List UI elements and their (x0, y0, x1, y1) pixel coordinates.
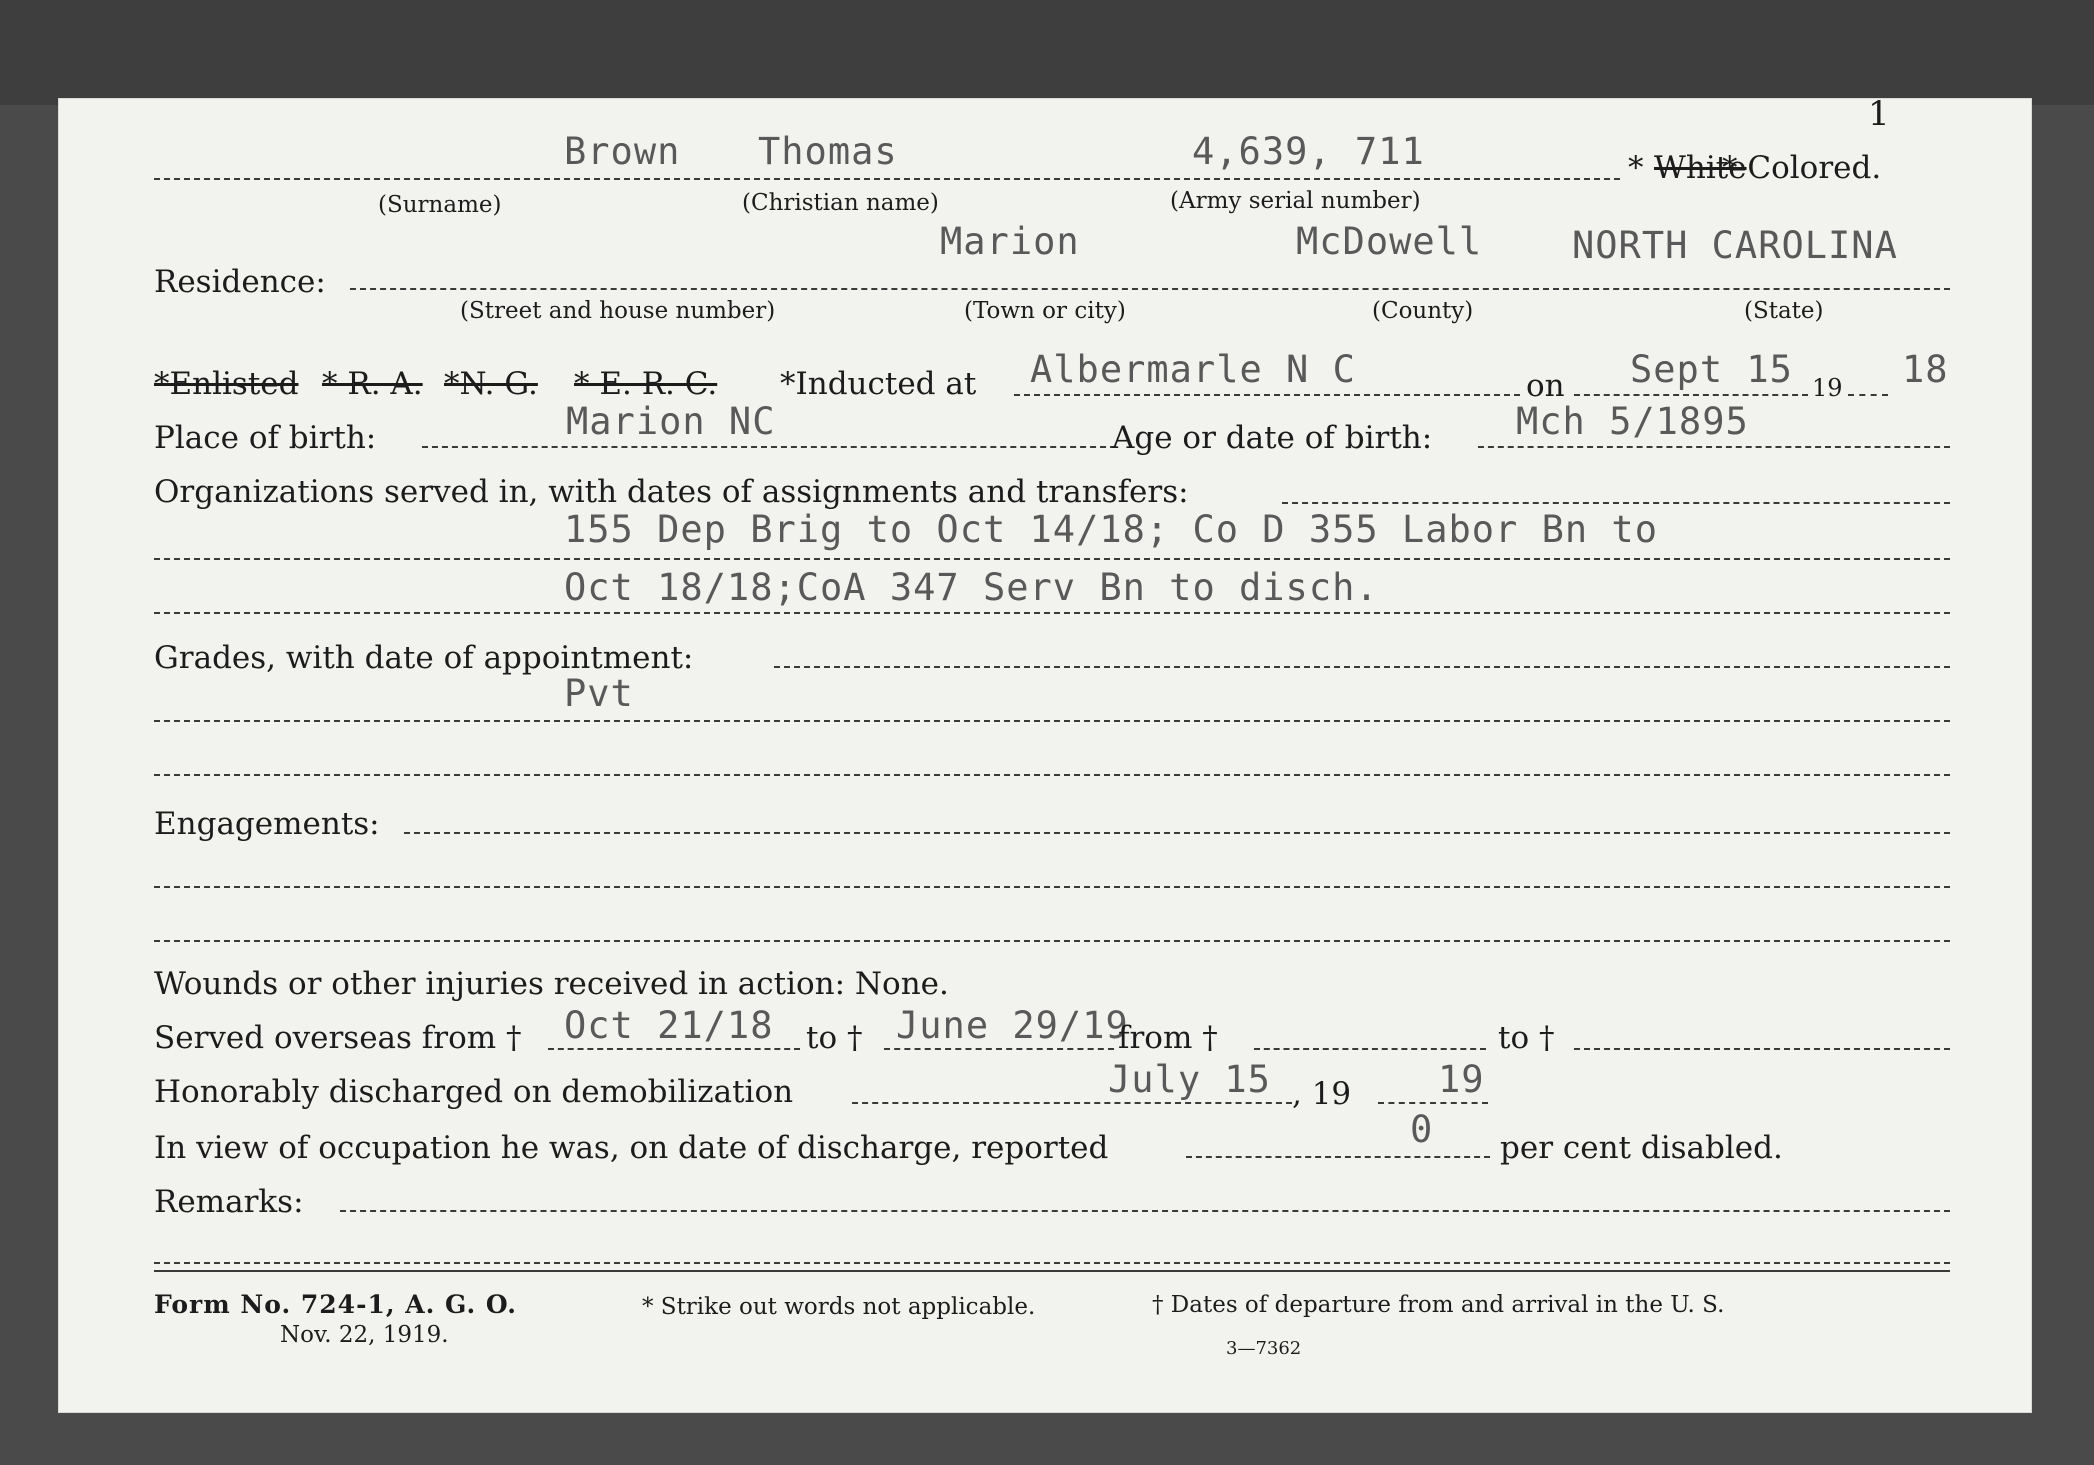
name-line (154, 178, 1620, 180)
engagements-line-2 (154, 940, 1950, 942)
induction-year-line (1848, 394, 1888, 396)
scan-background (0, 0, 2094, 105)
dates-note: † Dates of departure from and arrival in the U. S. (1152, 1292, 1725, 1318)
discharge-year-prefix: , 19 (1292, 1076, 1352, 1112)
grades-value: Pvt (564, 672, 634, 715)
birth-date-label: Age or date of birth: (1112, 420, 1433, 456)
engagements-line-0 (404, 832, 1950, 834)
organizations-label: Organizations served in, with dates of assignments and transfers: (154, 474, 1189, 510)
grades-line-1 (154, 720, 1950, 722)
form-date: Nov. 22, 1919. (280, 1322, 449, 1348)
disability-line (1186, 1156, 1490, 1158)
residence-label: Residence: (154, 264, 326, 300)
overseas-from-value: Oct 21/18 (564, 1004, 774, 1047)
induction-date-line (1574, 394, 1808, 396)
page-number: 1 (1868, 94, 1890, 134)
overseas-to-line (884, 1048, 1114, 1050)
discharge-label: Honorably discharged on demobilization (154, 1074, 794, 1110)
birth-place-line (422, 446, 1116, 448)
ra-struck: * R. A. (322, 366, 423, 402)
disability-suffix: per cent disabled. (1500, 1130, 1783, 1166)
discharge-year-line (1378, 1102, 1488, 1104)
inducted-at-label: *Inducted at (780, 366, 977, 402)
induction-year-prefix: 19 (1812, 374, 1843, 402)
overseas-from-line (548, 1048, 800, 1050)
town-caption: (Town or city) (964, 298, 1126, 324)
grades-line-0 (774, 666, 1950, 668)
footer-rule (154, 1270, 1950, 1272)
race-white-struck: White (1654, 150, 1747, 186)
overseas-from2-line (1254, 1048, 1486, 1050)
race-mark: * (1628, 150, 1644, 186)
overseas-to-label: to † (806, 1020, 863, 1056)
county-caption: (County) (1372, 298, 1474, 324)
residence-line (350, 288, 1950, 290)
street-caption: (Street and house number) (460, 298, 776, 324)
remarks-line-1 (154, 1262, 1950, 1264)
organizations-line-0 (1282, 502, 1950, 504)
surname-caption: (Surname) (378, 192, 502, 218)
race-colored: * Colored. (1722, 150, 1882, 186)
birth-place-value: Marion NC (566, 400, 776, 443)
overseas-to2-line (1574, 1048, 1950, 1050)
serial-number-caption: (Army serial number) (1170, 188, 1421, 214)
overseas-from-label: Served overseas from † (154, 1020, 522, 1056)
wounds-label: Wounds or other injuries received in action: None. (154, 966, 949, 1002)
service-record-card (58, 94, 2032, 1413)
overseas-to-value: June 29/19 (896, 1004, 1129, 1047)
induction-place-line (1014, 394, 1520, 396)
organizations-line-2 (154, 612, 1950, 614)
strike-note: * Strike out words not applicable. (642, 1294, 1036, 1320)
erc-struck: * E. R. C. (574, 366, 718, 402)
residence-town-value: Marion (940, 220, 1080, 263)
remarks-label: Remarks: (154, 1184, 304, 1220)
birth-place-label: Place of birth: (154, 420, 377, 456)
serial-number-value: 4,639, 711 (1192, 130, 1425, 173)
discharge-year-value: 19 (1438, 1058, 1485, 1101)
residence-county-value: McDowell (1296, 220, 1483, 263)
state-caption: (State) (1744, 298, 1824, 324)
organizations-line1-value: 155 Dep Brig to Oct 14/18; Co D 355 Labor Bn to (564, 508, 1658, 551)
discharge-date-line (852, 1102, 1292, 1104)
remarks-line-0 (340, 1210, 1950, 1212)
induction-place-value: Albermarle N C (1030, 348, 1356, 391)
birth-date-line (1478, 446, 1950, 448)
ng-struck: *N. G. (444, 366, 538, 402)
birth-date-value: Mch 5/1895 (1516, 400, 1749, 443)
print-code: 3—7362 (1226, 1338, 1302, 1359)
form-number: Form No. 724-1, A. G. O. (154, 1290, 517, 1319)
surname-value: Brown (564, 130, 681, 173)
christian-name-value: Thomas (758, 130, 898, 173)
organizations-line-1 (154, 558, 1950, 560)
overseas-to2-label: to † (1498, 1020, 1555, 1056)
on-label: on (1526, 368, 1565, 404)
induction-date-value: Sept 15 (1630, 348, 1793, 391)
grades-line-2 (154, 774, 1950, 776)
engagements-label: Engagements: (154, 806, 380, 842)
engagements-line-1 (154, 886, 1950, 888)
enlisted-struck: *Enlisted (154, 366, 299, 402)
disability-label: In view of occupation he was, on date of discharge, reported (154, 1130, 1109, 1166)
induction-year-value: 18 (1902, 348, 1949, 391)
christian-name-caption: (Christian name) (742, 190, 939, 216)
organizations-line2-value: Oct 18/18;CoA 347 Serv Bn to disch. (564, 566, 1379, 609)
overseas-from2-label: from † (1118, 1020, 1218, 1056)
residence-state-value: NORTH CAROLINA (1572, 224, 1898, 267)
grades-label: Grades, with date of appointment: (154, 640, 694, 676)
disability-value: 0 (1410, 1108, 1434, 1151)
discharge-date-value: July 15 (1108, 1058, 1271, 1101)
